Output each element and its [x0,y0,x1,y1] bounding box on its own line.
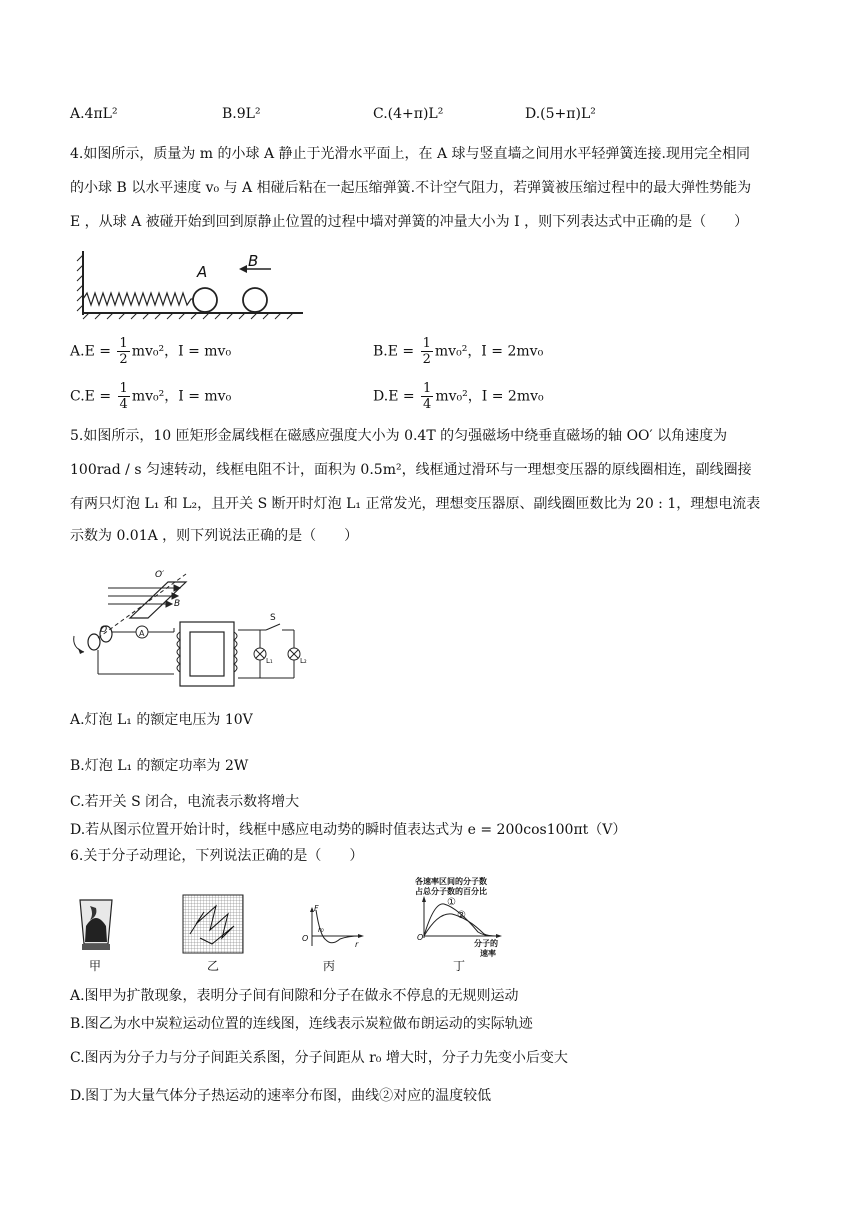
q4-figure-label-a: A [197,263,208,281]
q6-ding-title-1: 各速率区间的分子数 [415,877,487,886]
fraction-denominator: 2 [119,352,128,367]
fraction-denominator: 4 [423,397,432,412]
q6-ding-xlabel-2: 速率 [480,949,496,958]
q4-option-a-prefix: A. [70,343,85,360]
q6-option-d[interactable]: D.图丁为大量气体分子热运动的速率分布图，曲线②对应的温度较低 [70,1088,492,1104]
q4-option-a-rhs: mv₀² [131,343,165,360]
q4-option-b-impulse: ，I = 2mv₀ [467,343,544,360]
q4-option-c-prefix: C. [70,388,85,405]
q4-option-d-prefix: D. [373,388,389,405]
q4-stem-line-1: 4.如图所示，质量为 m 的小球 A 静止于光滑水平面上，在 A 球与竖直墙之间用水平轻弹簧连接.现用完全相同 [70,146,751,162]
q4-option-c-impulse: ，I = mv₀ [164,388,232,405]
q4-option-a[interactable] [70,336,231,367]
q5-option-b[interactable]: B.灯泡 L₁ 的额定功率为 2W [70,758,249,774]
q4-stem-line-2: 的小球 B 以水平速度 v₀ 与 A 相碰后粘在一起压缩弹簧.不计空气阻力，若弹簧被压缩过程中的最大弹性势能为 [70,180,752,196]
q6-stem: 6.关于分子动理论，下列说法正确的是（ ） [70,848,364,864]
q4-option-b-lhs: E = [387,343,415,360]
fraction-numerator: 1 [422,336,431,351]
q6-figure-yi-brownian-grid [182,894,244,954]
q4-option-d-lhs: E = [388,388,415,405]
q4-option-c-rhs: mv₀² [131,388,165,405]
q5-option-d[interactable]: D.若从图示位置开始计时，线框中感应电动势的瞬时值表达式为 e = 200cos100πt（V） [70,822,627,838]
q3-option-d[interactable]: D.(5+π)L² [525,106,596,122]
q6-figure-jia-beaker [76,896,116,952]
q4-option-b-rhs: mv₀² [434,343,468,360]
q6-option-c[interactable]: C.图丙为分子力与分子间距关系图，分子间距从 r₀ 增大时，分子力先变小后变大 [70,1050,568,1066]
q6-caption-bing: 丙 [323,959,336,973]
q6-ding-xlabel-1: 分子的 [474,939,498,948]
q6-option-b[interactable]: B.图乙为水中炭粒运动位置的连线图，连线表示炭粒做布朗运动的实际轨迹 [70,1016,533,1032]
q6-bing-origin: O [302,934,309,943]
q6-ding-title-2: 占总分子数的百分比 [415,887,487,896]
q5-figure-label-o-prime: O′ [155,570,165,580]
q4-option-d-fraction [421,381,433,412]
q5-figure-label-l2: L₂ [300,657,307,665]
q5-stem-line-4: 示数为 0.01A ，则下列说法正确的是（ ） [70,528,359,544]
q5-stem-line-1: 5.如图所示，10 匝矩形金属线框在磁感应强度大小为 0.4T 的匀强磁场中绕垂直磁场的轴 OO′ 以角速度为 [70,428,728,444]
q4-option-d[interactable] [373,381,544,412]
q4-option-b-fraction [421,336,433,367]
q4-spring-figure [75,247,310,323]
q6-bing-axis-r: r [355,940,359,949]
q6-ding-curve-1-label: ① [447,897,456,908]
q4-option-a-impulse: ，I = mv₀ [164,343,232,360]
q6-caption-yi: 乙 [207,959,220,973]
q5-stem-line-2: 100rad / s 匀速转动，线框电阻不计，面积为 0.5m²，线框通过滑环与一理想变压器的原线圈相连，副线圈接 [70,462,752,478]
q6-bing-r0: r₀ [318,926,324,934]
q3-option-b[interactable]: B.9L² [222,106,261,122]
fraction-denominator: 4 [119,397,128,412]
q5-figure-label-s: S [270,613,276,623]
q5-figure-label-l1: L₁ [266,657,273,665]
q3-option-c[interactable]: C.(4+π)L² [373,106,444,122]
q4-stem-line-3: E ，从球 A 被碰开始到回到原静止位置的过程中墙对弹簧的冲量大小为 I ，则下列表达式中正确的是（ ） [70,214,749,230]
q4-option-c[interactable] [70,381,231,412]
q5-stem-line-3: 有两只灯泡 L₁ 和 L₂，且开关 S 断开时灯泡 L₁ 正常发光，理想变压器原、副线圈匝数比为 20 : 1，理想电流表 [70,496,761,512]
q6-caption-jia: 甲 [89,959,102,973]
q4-figure-label-b: B [248,252,259,270]
q3-option-a[interactable]: A.4πL² [70,106,118,122]
q6-ding-origin: O [417,933,424,942]
q4-option-d-impulse: ，I = 2mv₀ [467,388,544,405]
q5-ammeter-a-text: A [139,629,145,638]
q6-bing-axis-f: F [314,904,319,913]
q5-figure-label-o: O [100,625,108,635]
q5-option-a[interactable]: A.灯泡 L₁ 的额定电压为 10V [70,712,253,728]
fraction-denominator: 2 [422,352,431,367]
q5-option-c[interactable]: C.若开关 S 闭合，电流表示数将增大 [70,794,300,810]
q4-option-c-lhs: E = [84,388,112,405]
q4-option-a-lhs: E = [84,343,111,360]
q4-option-d-rhs: mv₀² [435,388,468,405]
q4-option-c-fraction [118,381,130,412]
q6-option-a[interactable]: A.图甲为扩散现象，表明分子间有间隙和分子在做永不停息的无规则运动 [70,988,519,1004]
q6-caption-ding: 丁 [453,959,466,973]
q4-option-a-fraction [117,336,129,367]
fraction-numerator: 1 [119,336,128,351]
q5-figure-label-b: B [174,599,181,609]
fraction-numerator: 1 [119,381,128,396]
q4-option-b-prefix: B. [373,343,388,360]
q4-option-b[interactable] [373,336,543,367]
fraction-numerator: 1 [423,381,432,396]
q6-ding-curve-2-label: ② [457,910,466,921]
